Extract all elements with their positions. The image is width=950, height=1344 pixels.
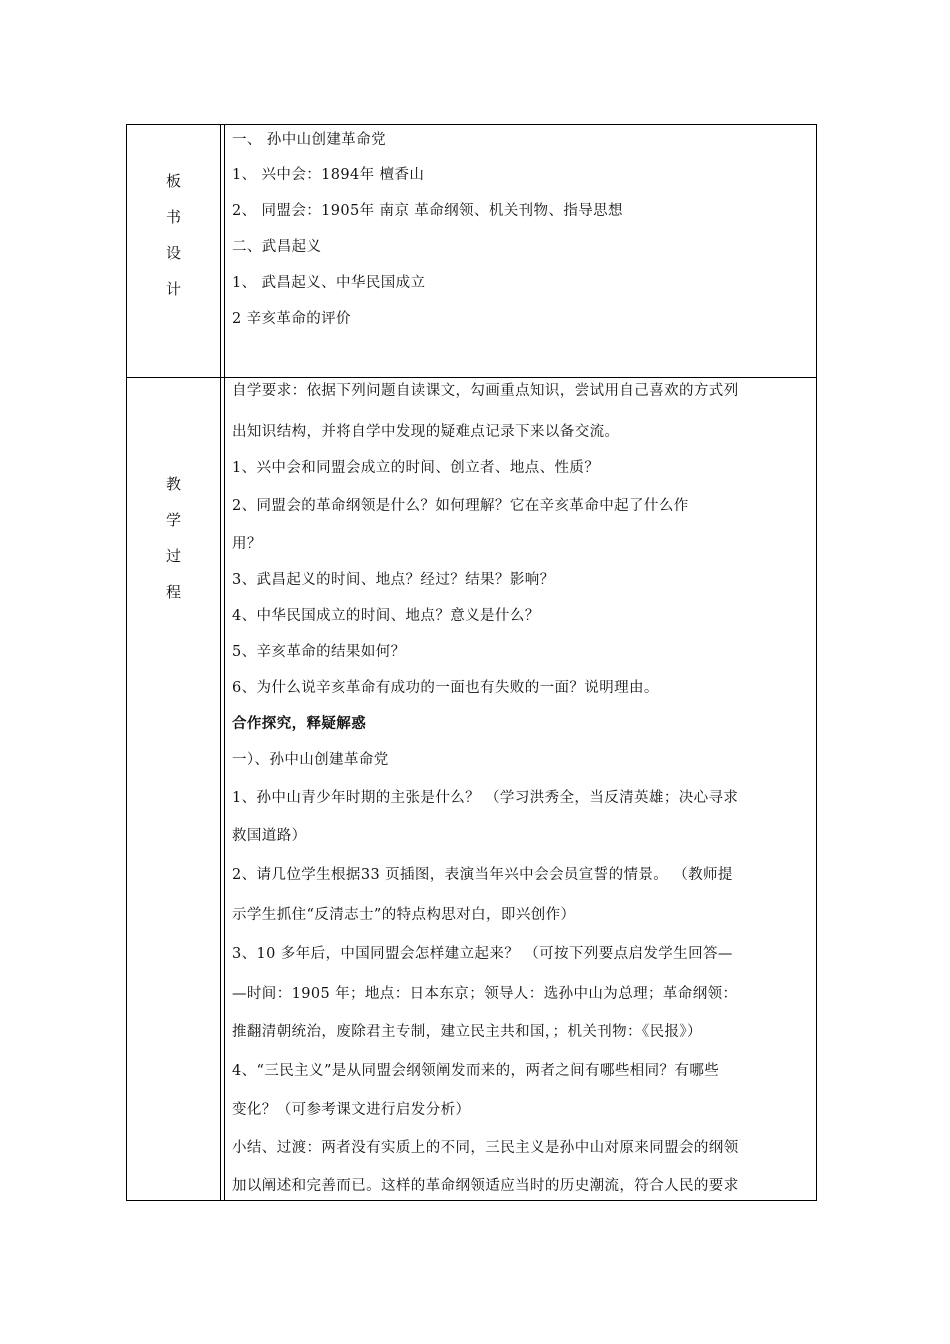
process-line: 2、同盟会的革命纲领是什么？如何理解？它在辛亥革命中起了什么作 [232, 498, 689, 514]
process-line: 小结、过渡：两者没有实质上的不同，三民主义是孙中山对原来同盟会的纲领 [232, 1140, 739, 1156]
board-design-label [127, 125, 220, 377]
process-line: 2、请几位学生根据33 页插图，表演当年兴中会会员宣誓的情景。 （教师提 [232, 867, 733, 883]
process-line: 4、“三民主义”是从同盟会纲领阐发而来的，两者之间有哪些相同？有哪些 [232, 1063, 720, 1079]
process-label-char: 教 [165, 475, 181, 493]
board-design-content [226, 125, 812, 377]
process-line: 1、兴中会和同盟会成立的时间、创立者、地点、性质？ [232, 460, 600, 476]
process-line: 5、辛亥革命的结果如何？ [232, 644, 406, 660]
process-line: —时间：1905 年；地点：日本东京；领导人：选孙中山为总理；革命纲领： [232, 986, 738, 1002]
board-label-char: 板 [165, 172, 181, 190]
process-line: 用？ [232, 536, 262, 552]
process-line: 6、为什么说辛亥革命有成功的一面也有失败的一面？说明理由。 [232, 680, 659, 696]
process-line: 3、10 多年后，中国同盟会怎样建立起来？ （可按下列要点启发学生回答— [232, 946, 733, 962]
process-line: 自学要求：依据下列问题自读课文，勾画重点知识，尝试用自己喜欢的方式列 [232, 383, 739, 399]
board-design-row [127, 125, 816, 378]
process-line: 出知识结构，并将自学中发现的疑难点记录下来以备交流。 [232, 424, 620, 440]
process-line: 示学生抓住“反清志士”的特点构思对白，即兴创作） [232, 907, 576, 923]
board-label-char: 计 [165, 280, 181, 298]
board-label-char: 设 [165, 244, 181, 262]
process-label-char: 过 [165, 547, 181, 565]
process-line: 推翻清朝统治，废除君主专制，建立民主共和国，；机关刊物：《民报》） [232, 1024, 702, 1040]
teaching-process-content [226, 378, 812, 1200]
process-line: 变化？（可参考课文进行启发分析） [232, 1102, 471, 1118]
lesson-plan-table [126, 124, 817, 1201]
column-divider [224, 378, 225, 1200]
board-line: 2 辛亥革命的评价 [232, 311, 351, 327]
process-line: 加以阐述和完善而已。这样的革命纲领适应当时的历史潮流，符合人民的要求 [232, 1178, 739, 1194]
process-line: 1、孙中山青少年时期的主张是什么？ （学习洪秀全，当反清英雄；决心寻求 [232, 790, 739, 806]
process-line: 一）、孙中山创建革命党 [232, 752, 389, 768]
column-divider [224, 125, 225, 377]
column-divider [220, 378, 221, 1200]
process-line: 救国道路） [232, 828, 307, 844]
board-line: 1、 兴中会：1894年 檀香山 [232, 167, 425, 183]
teaching-process-label [127, 378, 220, 1200]
board-line: 一、 孙中山创建革命党 [232, 132, 387, 148]
process-label-char: 程 [165, 583, 181, 601]
column-divider [220, 125, 221, 377]
process-line: 4、中华民国成立的时间、地点？意义是什么？ [232, 608, 540, 624]
teaching-process-row [127, 378, 816, 1200]
process-line: 3、武昌起义的时间、地点？经过？结果？影响？ [232, 572, 555, 588]
board-line: 1、 武昌起义、中华民国成立 [232, 275, 426, 291]
board-line: 2、 同盟会：1905年 南京 革命纲领、机关刊物、指导思想 [232, 203, 623, 219]
board-line: 二、武昌起义 [232, 239, 322, 255]
section-heading: 合作探究，释疑解惑 [232, 715, 367, 732]
process-label-char: 学 [165, 511, 181, 529]
board-label-char: 书 [165, 208, 181, 226]
